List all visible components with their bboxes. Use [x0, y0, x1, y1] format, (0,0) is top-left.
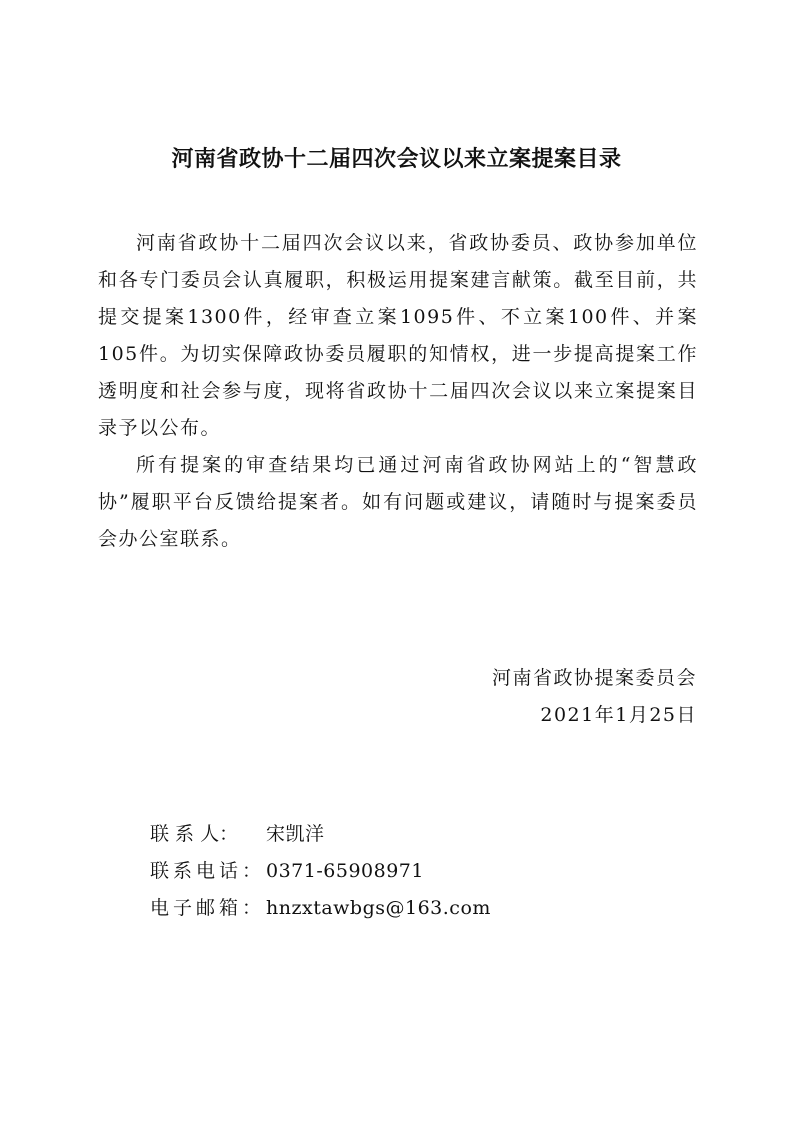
contact-phone-row — [150, 853, 491, 890]
contact-phone-value: 0371-65908971 — [266, 860, 424, 882]
contact-email-value: hnzxtawbgs@163.com — [266, 897, 491, 919]
contact-person-row — [150, 816, 491, 853]
signature-block — [492, 660, 697, 734]
contact-email-label: 电子邮箱： — [150, 897, 266, 919]
document-title: 河南省政协十二届四次会议以来立案提案目录 — [171, 146, 622, 172]
contact-person-label: 联 系 人： — [150, 823, 239, 845]
contact-phone-label: 联系电话： — [150, 860, 266, 882]
contact-info — [150, 816, 491, 927]
body-paragraph-1: 河南省政协十二届四次会议以来，省政协委员、政协参加单位和各专门委员会认真履职，积极运用提案建言献策。截至目前，共提交提案1300件，经审查立案1095件、不立案100件、并案105件。为切实保障政协委员履职的知情权，进一步提高提案工作透明度和社会参与度，现将省政协十二届四次会议以来立案提案目录予以公布。 — [98, 232, 698, 439]
signature-org: 河南省政协提案委员会 — [491, 667, 697, 689]
document-body — [98, 225, 698, 558]
contact-email-row — [150, 890, 491, 927]
body-paragraph-2: 所有提案的审查结果均已通过河南省政协网站上的“智慧政协”履职平台反馈给提案者。如有问题或建议，请随时与提案委员会办公室联系。 — [98, 454, 698, 550]
signature-date: 2021年1月25日 — [540, 704, 697, 726]
contact-person-value: 宋凯洋 — [266, 823, 325, 845]
